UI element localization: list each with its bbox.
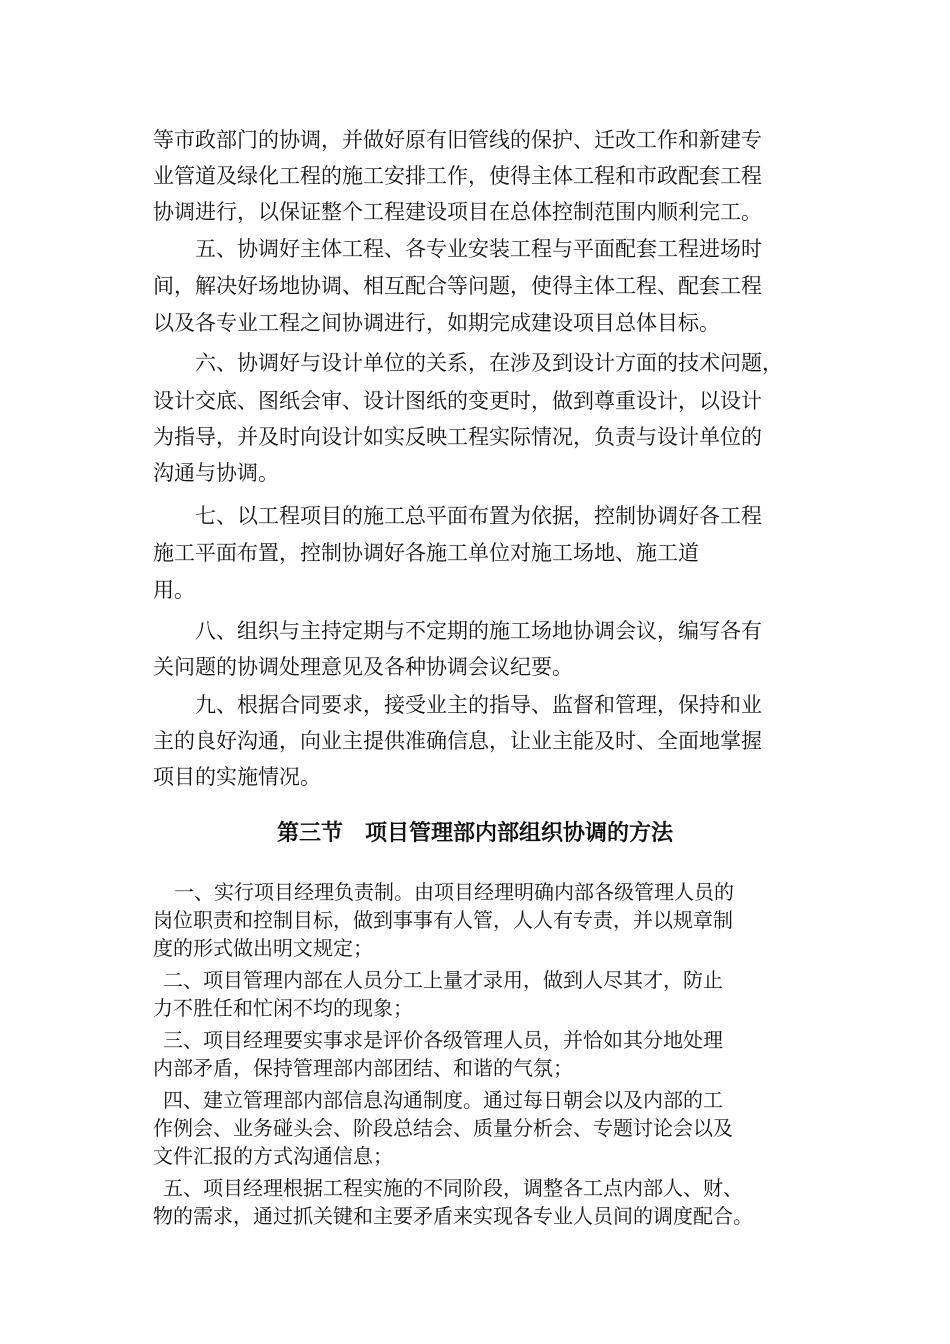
paragraph-line: 五、项目经理根据工程实施的不同阶段，调整各工点内部人、财、 [163, 1176, 743, 1200]
paragraph-line: 一、实行项目经理负责制。由项目经理明确内部各级管理人员的 [174, 880, 734, 904]
paragraph-line: 八、组织与主持定期与不定期的施工场地协调会议，编写各有 [195, 619, 762, 643]
paragraph-line: 业管道及绿化工程的施工安排工作，使得主体工程和市政配套工程 [153, 164, 762, 188]
paragraph-line: 三、项目经理要实事求是评价各级管理人员，并恰如其分地处理 [163, 1028, 723, 1052]
paragraph-line: 设计交底、图纸会审、设计图纸的变更时，做到尊重设计，以设计 [153, 389, 762, 413]
section-heading: 第三节 项目管理部内部组织协调的方法 [276, 821, 673, 846]
paragraph-line: 二、项目管理内部在人员分工上量才录用，做到人尽其才，防止 [163, 968, 723, 992]
paragraph-line: 六、协调好与设计单位的关系，在涉及到设计方面的技术问题， [195, 351, 783, 375]
paragraph-line: 文件汇报的方式沟通信息； [153, 1144, 393, 1168]
paragraph-line: 物的需求，通过抓关键和主要矛盾来实现各专业人员间的调度配合。 [153, 1204, 753, 1228]
paragraph-line: 间，解决好场地协调、相互配合等问题，使得主体工程、配套工程 [153, 274, 762, 298]
paragraph-line: 项目的实施情况。 [153, 765, 321, 789]
paragraph-line: 岗位职责和控制目标，做到事事有人管，人人有专责，并以规章制 [153, 908, 733, 932]
paragraph-line: 内部矛盾，保持管理部内部团结、和谐的气氛； [153, 1056, 573, 1080]
paragraph-line: 五、协调好主体工程、各专业安装工程与平面配套工程进场时 [195, 237, 762, 261]
paragraph-line: 施工平面布置，控制协调好各施工单位对施工场地、施工道 [153, 541, 699, 565]
paragraph-line: 度的形式做出明文规定； [153, 936, 373, 960]
paragraph-line: 关问题的协调处理意见及各种协调会议纪要。 [153, 655, 573, 679]
paragraph-line: 四、建立管理部内部信息沟通制度。通过每日朝会以及内部的工 [163, 1088, 723, 1112]
paragraph-line: 用。 [153, 578, 195, 602]
paragraph-line: 以及各专业工程之间协调进行，如期完成建设项目总体目标。 [153, 311, 720, 335]
paragraph-line: 九、根据合同要求，接受业主的指导、监督和管理，保持和业 [195, 693, 762, 717]
paragraph-line: 协调进行，以保证整个工程建设项目在总体控制范围内顺利完工。 [153, 200, 762, 224]
paragraph-line: 力不胜任和忙闲不均的现象； [153, 996, 413, 1020]
paragraph-line: 为指导，并及时向设计如实反映工程实际情况，负责与设计单位的 [153, 425, 762, 449]
paragraph-line: 等市政部门的协调，并做好原有旧管线的保护、迁改工作和新建专 [153, 128, 762, 152]
paragraph-line: 作例会、业务碰头会、阶段总结会、质量分析会、专题讨论会以及 [153, 1116, 733, 1140]
paragraph-line: 沟通与协调。 [153, 461, 279, 485]
paragraph-line: 七、以工程项目的施工总平面布置为依据，控制协调好各工程 [195, 504, 762, 528]
paragraph-line: 主的良好沟通，向业主提供准确信息，让业主能及时、全面地掌握 [153, 729, 762, 753]
